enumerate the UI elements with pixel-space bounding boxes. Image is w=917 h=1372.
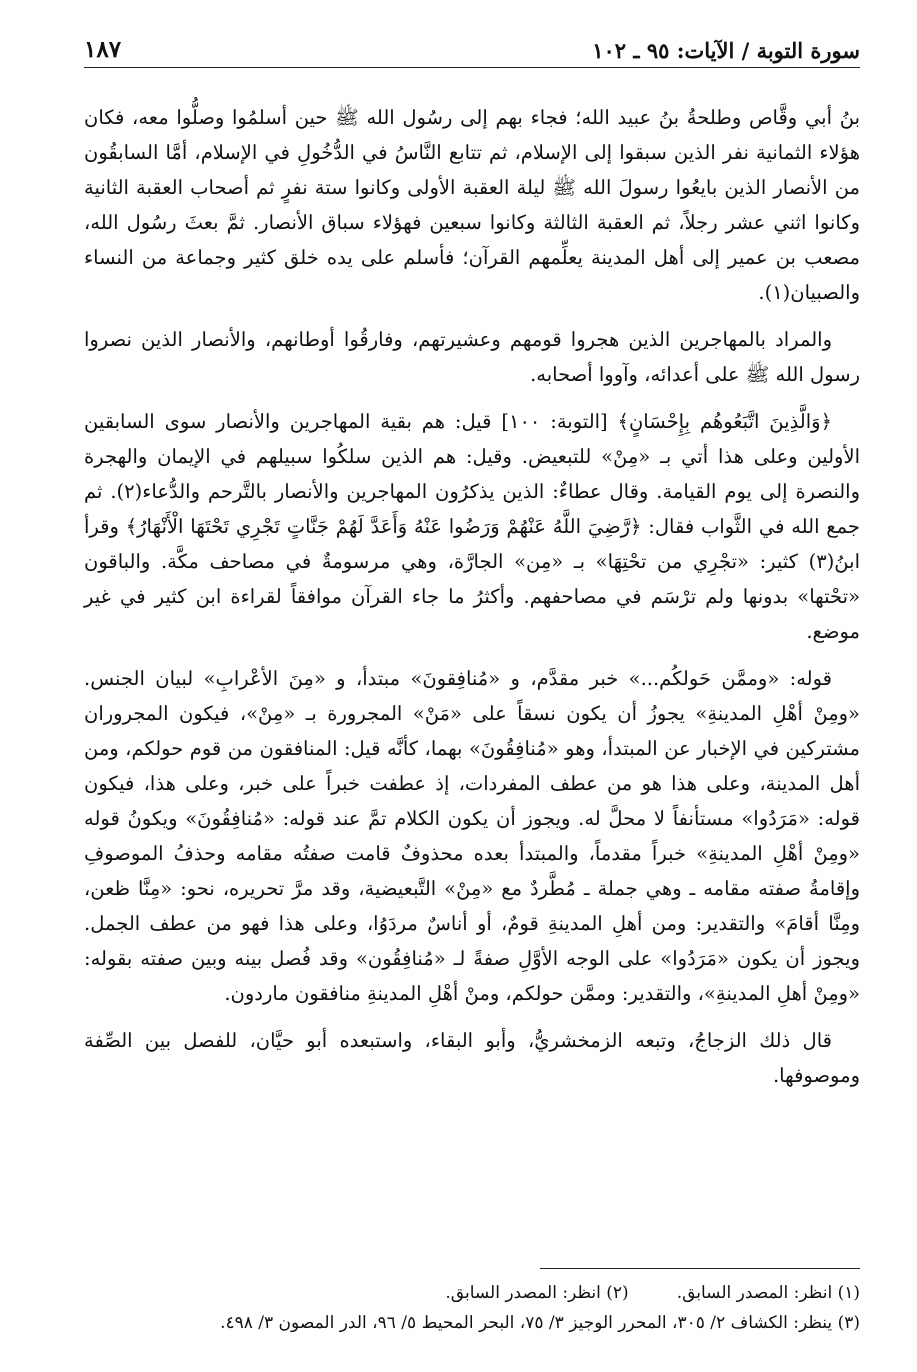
paragraph-3: ﴿وَالَّذِينَ اتَّبَعُوهُم بِإِحْسَانٍ﴾ [التوبة: ١٠٠] قيل: هم بقية المهاجرين والأنصار سوى السابقين الأولين وعلى هذا أتي بـ «مِنْ» للتبعيض. وقيل: هم الذين سلكُوا سبيلهم في الإيمان والهجرة والنصرة إلى يوم القيامة. وقال عطاءٌ: الذين يذكرُون المهاجرين والأنصار بالتَّرحم والدُّعاء(٢). ثم جمع الله في الثَّواب فقال: ﴿رَّضِيَ اللَّهُ عَنْهُمْ وَرَضُوا عَنْهُ وَأَعَدَّ لَهُمْ جَنَّاتٍ تَجْرِي تَحْتَهَا الْأَنْهَارُ﴾ وقرأ ابنُ(٣) كثير: «تجْرِي من تحْتِهَا» بـ «مِن» الجارَّة، وهي مرسومةٌ في مصاحف مكَّة. والباقون «تحْتها» بدونها ولم ترْسَم في مصاحفهم. وأكثرُ ما جاء القرآن موافقاً لقراءة ابن كثير في غير موضع.	[84, 410, 860, 643]
paragraph-2: والمراد بالمهاجرين الذين هجروا قومهم وعشيرتهم، وفارقُوا أوطانهم، والأنصار الذين نصروا رسول الله ﷺ على أعدائه، وآووا أصحابه.	[84, 328, 860, 386]
running-title: سورة التوبة / الآيات: ٩٥ ـ ١٠٢	[592, 38, 860, 63]
footnote-3: (٣) ينظر: الكشاف ٢/ ٣٠٥، المحرر الوجيز ٣/ ٧٥، البحر المحيط ٥/ ٩٦، الدر المصون ٣/ ٤٩٨.	[220, 1313, 860, 1333]
footnotes	[84, 1278, 860, 1338]
page-number: ١٨٧	[84, 36, 122, 63]
paragraph-4: قوله: «وممَّن حَولكُم...» خبر مقدَّم، و «مُنافِقونَ» مبتدأ، و «مِنَ الأعْرابِ» لبيان الجنس. «ومِنْ أهْلِ المدينةِ» يجوزُ أن يكون نسقاً على «مَنْ» المجرورة بـ «مِنْ»، فيكون المجروران مشتركين في الإخبار عن المبتدأ، وهو «مُنافِقُونَ» بهما، كأنَّه قيل: المنافقون من قوم حولكم، ومن أهل المدينة، وعلى هذا هو من عطف المفردات، إذ عطفت خبراً على خبر، وعلى هذا، فيكون قوله: «مَرَدُوا» مستأنفاً لا محلَّ له. ويجوز أن يكون الكلام تمَّ عند قوله: «مُنافِقُونَ» ويكونُ قوله «ومِنْ أهْلِ المدينةِ» خبراً مقدماً، والمبتدأ بعده محذوفٌ قامت صفتُه مقامه وحذفُ الموصوفِ وإقامةُ صفته مقامه ـ وهي جملة ـ مُطَّردٌ مع «مِنْ» التَّبعيضية، وقد مرَّ تحريره، نحو: «مِنَّا ظعن، ومِنَّا أقامَ» والتقدير: ومن أهلِ المدينةِ قومٌ، أو أناسٌ مردَوُا، وعلى هذا فهو من عطف الجمل. ويجوز أن يكون «مَرَدُوا» على الوجه الأوَّلِ صفةً لـ «مُنافِقُون» وقد فُصل بينه وبين صفته بقوله: «ومِنْ أهلِ المدينةِ»، والتقدير: وممَّن حولكم، ومنْ أهْلِ المدينةِ منافقون ماردون.	[84, 667, 860, 1005]
footnote-row-1	[84, 1278, 860, 1308]
main-text	[84, 100, 860, 1105]
footnote-2: (٢) انظر: المصدر السابق.	[445, 1283, 629, 1303]
paragraph-5: قال ذلك الزجاجُ، وتبعه الزمخشريُّ، وأبو البقاء، واستبعده أبو حيَّان، للفصل بين الصِّفة وموصوفها.	[84, 1029, 860, 1087]
footnote-1: (١) انظر: المصدر السابق.	[676, 1283, 860, 1303]
header-rule	[84, 67, 860, 68]
footnote-rule	[540, 1268, 860, 1269]
paragraph-1: بنُ أبي وقَّاص وطلحةُ بنُ عبيد الله؛ فجاء بهم إلى رسُول الله ﷺ حين أسلمُوا وصلُّوا معه، فكان هؤلاء الثمانية نفر الذين سبقوا إلى الإسلام، ثم تتابع النَّاسُ في الدُّخُولِ في الإسلام، أمَّا السابقُون من الأنصار الذين بايعُوا رسولَ الله ﷺ ليلة العقبة الأولى وكانوا ستة نفرٍ ثم أصحاب العقبة الثانية وكانوا اثني عشر رجلاً، ثم العقبة الثالثة وكانوا سبعين فهؤلاء سباق الأنصار. ثمَّ بعثَ رسُول الله، مصعب بن عمير إلى أهل المدينة يعلِّمهم القرآن؛ فأسلم على يده خلق كثير وجماعة من النساء والصبيان(١).	[84, 106, 860, 304]
page-header	[84, 34, 860, 70]
